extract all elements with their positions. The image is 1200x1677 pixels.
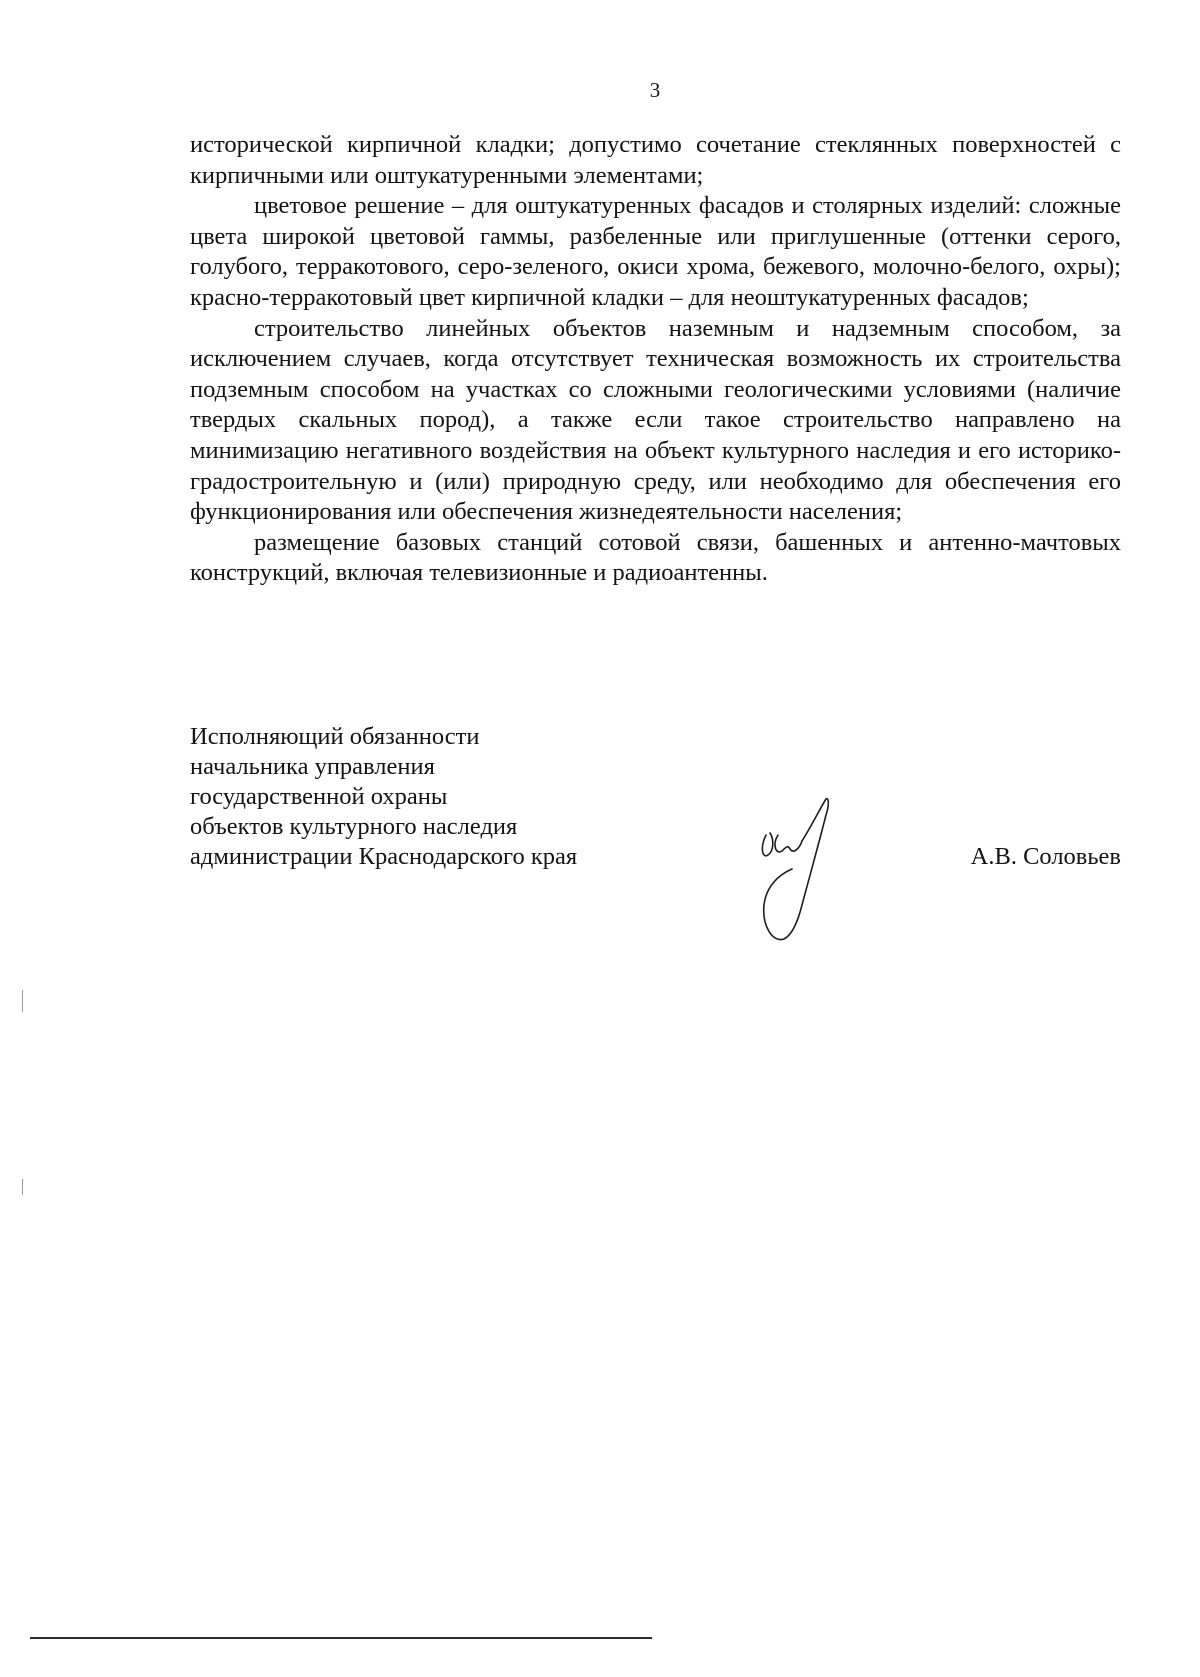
- paragraph-color-scheme: цветовое решение – для оштукатуренных фасадов и столярных изделий: сложные цвета широкой цветовой гаммы, разбеленные или приглушенные (оттенки серого, голубого, терракотового, серо-зеленого, окиси хрома, бежевого, молочно-белого, охры); красно-терракотовый цвет кирпичной кладки – для неоштукатуренных фасадов;: [190, 192, 1121, 311]
- footer-rule: [30, 1637, 652, 1639]
- signatory-name: А.В. Соловьев: [970, 843, 1121, 870]
- handwritten-signature: [752, 795, 872, 945]
- paragraph-linear-objects: строительство линейных объектов наземным и надземным способом, за исключением случаев, когда отсутствует техническая возможность их строительства подземным способом на участках со сложными геологическими условиями (наличие твердых скальных пород), а также если такое строительство направлено на минимизацию негативного воздействия на объект культурного наследия и его историко-градостроительную и (или) природную среду, или необходимо для обеспечения его функционирования или обеспечения жизнедеятельности населения;: [190, 314, 1121, 526]
- page-number: 3: [649, 78, 661, 102]
- signature-block: [190, 722, 1121, 872]
- signatory-position-line: начальника управления: [190, 753, 435, 780]
- margin-mark: [22, 990, 23, 1012]
- signatory-position-line: государственной охраны: [190, 783, 448, 810]
- signatory-position-line: администрации Краснодарского края: [190, 843, 578, 870]
- paragraph-continuation: исторической кирпичной кладки; допустимо сочетание стеклянных поверхностей с кирпичными или оштукатуренными элементами;: [190, 131, 1121, 189]
- signatory-position-line: Исполняющий обязанности: [190, 723, 480, 750]
- paragraph-base-stations: размещение базовых станций сотовой связи, башенных и антенно-мачтовых конструкций, включая телевизионные и радиоантенны.: [190, 528, 1121, 587]
- document-body: [190, 130, 1121, 589]
- margin-mark: [22, 1179, 23, 1195]
- signatory-position-line: объектов культурного наследия: [190, 813, 518, 840]
